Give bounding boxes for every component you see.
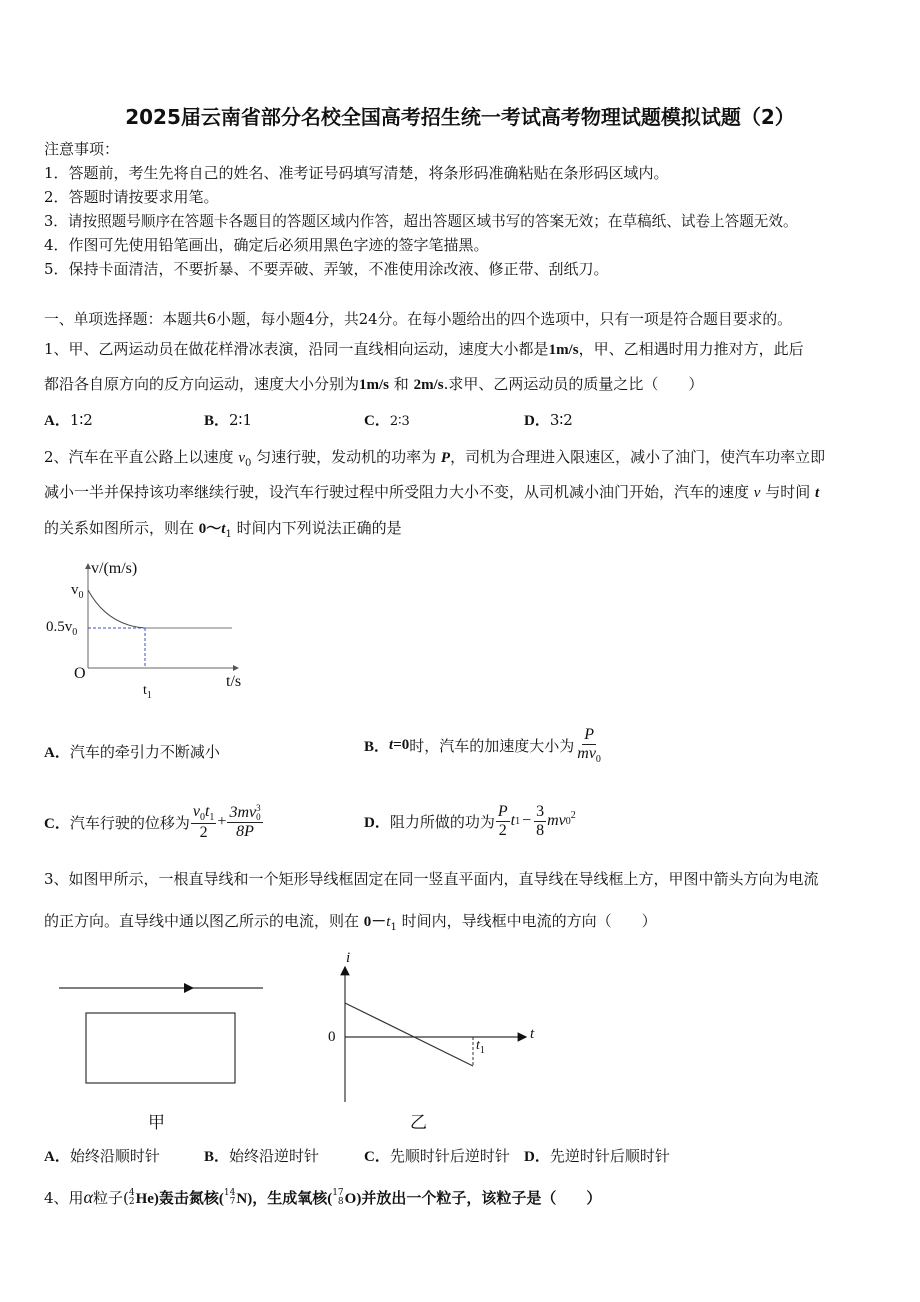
label-sub: 0 [78,590,84,601]
option-text: 汽车行驶的位移为 [69,813,190,832]
num-v: v [192,803,200,820]
q2-text: 与时间 [760,483,815,501]
q2-var-t: t [221,521,226,537]
label-sub: 0 [72,627,78,638]
q4-he-isotope [129,1189,135,1207]
label-t: t [476,1038,480,1053]
option-text: 2∶1 [229,411,253,429]
notice-item: 4．作图可先使用铅笔画出，确定后必须用黑色字迹的签字笔描黑。 [44,236,489,254]
q2-text: 匀速行驶，发动机的功率为 [251,448,441,466]
question-3-line-1: 3、如图甲所示，一根直导线和一个矩形导线框固定在同一竖直平面内，直导线在导线框上方，甲图中箭头方向为电流 [44,870,819,888]
q2-graph-xlabel: t/s [226,673,242,690]
q2-text: 2、汽车在平直公路上以速度 [44,448,239,466]
minus-sign: − [522,812,532,830]
option-text: 先逆时针后顺时针 [549,1147,670,1165]
q1-speed-1: 1m/s [359,377,390,393]
var-mv: mv [547,812,566,830]
den-mv: mv [577,744,596,762]
q3-zero-label: 0 [328,1029,336,1045]
q2-var-p: P [440,450,451,466]
mass-number: 17 [332,1187,344,1198]
q2-text: ，司机为合理进入限速区，减小了油门，使汽车功率立即 [450,448,826,466]
fraction-numerator: P [497,803,508,820]
option-text: 2∶3 [389,414,410,429]
var-sub: 0 [565,815,571,827]
option-letter: C． [44,815,70,832]
q1-text: .求甲、乙两运动员的质量之比（ ） [443,375,704,393]
option-letter: D． [364,814,390,831]
option-letter: D． [524,1149,550,1165]
q3-t1-label [476,1038,485,1056]
atomic-number: 7 [229,1196,236,1207]
label-v: v [71,582,79,598]
q3-option-b[interactable] [204,1145,319,1166]
q4-n-isotope [224,1189,235,1207]
q3-rectangular-loop [86,1013,235,1083]
q1-text: 都沿各自原方向的反方向运动，速度大小分别为 [44,375,360,393]
q1-speed: 1m/s [548,342,579,358]
page-title: 2025届云南省部分名校全国高考招生统一考试高考物理试题模拟试题（2） [125,105,795,129]
q4-alpha: α [83,1187,93,1207]
q2-sub: 0 [245,458,252,469]
num-sub: 1 [209,812,215,824]
q4-text: He)轰击氮核( [135,1191,224,1207]
fraction-denominator: 8P [236,823,254,841]
q2-text: 时间内下列说法正确的是 [231,519,402,537]
option-text: 阻力所做的功为 [389,812,495,831]
option-letter: B． [364,738,390,755]
label-t: t [143,683,147,698]
q3-option-d[interactable] [524,1145,670,1166]
mass-number: 4 [128,1187,135,1198]
notice-item: 1．答题前，考生先将自己的姓名、准考证号码填写清楚，将条形码准确粘贴在条形码区域内。 [44,164,669,182]
q3-text: 的正方向。直导线中通以图乙所示的电流，则在 [44,912,364,930]
fraction-denominator: 2 [199,824,208,842]
q3-fig-yi-label: 乙 [410,1113,427,1133]
plus-sign: + [217,813,227,831]
q4-text: N)，生成氧核( [236,1191,333,1207]
mass-number: 14 [223,1187,236,1198]
option-text: 3∶2 [549,411,573,429]
option-text: 汽车的牵引力不断减小 [69,743,220,761]
q3-text: 时间内，导线框中电流的方向（ ） [396,912,657,930]
q4-text: 粒子( [93,1189,129,1207]
option-letter: A． [44,1149,70,1165]
q3-sub: 1 [390,922,397,933]
q3-option-c[interactable] [364,1145,510,1166]
fraction-numerator: P [584,726,594,743]
fraction-denominator: 8 [536,821,545,839]
q3-current-line [345,1003,473,1066]
notice-item: 5．保持卡面清洁，不要折暴、不要弄破、弄皱，不准使用涂改液、修正带、刮纸刀。 [44,260,609,278]
var-sub: 1 [515,815,521,827]
var-sup: 2 [570,809,576,821]
q3-range: 0－ [363,914,387,930]
q3-t-axis-label: t [530,1026,535,1042]
num-sub: 0 [199,812,205,824]
option-text: 先顺时针后逆时针 [389,1147,510,1165]
q2-text: 的关系如图所示，则在 [44,519,199,537]
q1-text: 1、甲、乙两运动员在做花样滑冰表演，沿同一直线相向运动，速度大小都是 [44,340,549,358]
label-sub: 1 [146,689,152,701]
notice-item: 3．请按照题号顺序在答题卡各题目的答题区域内作答，超出答题区域书写的答案无效；在草稿纸、试卷上答题无效。 [44,213,798,230]
q2-graph-ylabel: v/(m/s) [91,560,138,577]
notice-heading: 注意事项： [44,140,120,158]
q2-var-v: v [238,450,245,466]
option-letter: D． [524,413,550,429]
q2-text: 减小一半并保持该功率继续行驶，设汽车行驶过程中所受阻力大小不变，从司机减小油门开始，汽车的速度 [44,483,754,501]
var-t: t [510,812,516,830]
q1-text: 和 [389,375,414,393]
option-var-t: t [389,736,394,753]
q1-text: ，甲、乙相遇时用力推对方，此后 [578,340,804,358]
q4-o-isotope [332,1189,343,1207]
q2-graph-origin: O [74,665,86,682]
q3-current-arrow-icon [184,983,194,993]
num-sub: 0 [256,812,261,823]
label-half: 0.5v [46,619,73,635]
q2-range: 0～ [198,521,222,537]
option-text: 始终沿逆时针 [229,1147,320,1165]
q1-speed-2: 2m/s [413,377,444,393]
q2-var-t: t [815,485,820,501]
option-letter: B． [204,1149,230,1165]
num-sup: 3 [256,803,261,814]
num-t: t [204,803,210,820]
den-sub: 0 [595,753,601,765]
atomic-number: 2 [128,1196,135,1207]
q2-sub: 1 [225,529,232,540]
q3-var-t: t [386,914,391,930]
option-letter: A． [44,745,70,761]
q3-fig-jia-label: 甲 [148,1113,165,1133]
fraction-denominator: 2 [498,821,507,839]
atomic-number: 8 [337,1196,344,1207]
option-text: 时，汽车的加速度大小为 [409,736,575,755]
option-letter: C． [364,413,390,429]
option-letter: C． [364,1149,390,1165]
num-3mv: 3mv [229,803,257,821]
fraction-numerator: 3 [536,803,545,820]
section-heading: 一、单项选择题：本题共6小题，每小题4分，共24分。在每小题给出的四个选项中，只有一项是符合题目要求的。 [44,311,792,328]
notice-item: 2．答题时请按要求用笔。 [44,188,219,206]
label-sub: 1 [479,1044,485,1056]
option-letter: B． [204,413,230,429]
q4-text: O)并放出一个粒子，该粒子是（ ） [344,1191,602,1207]
q4-text: 4、用 [44,1189,84,1207]
question-4 [44,1187,601,1208]
q3-i-axis-label: i [346,950,351,966]
q2-var-v: v [753,485,761,501]
q3-option-a[interactable] [44,1145,160,1166]
option-eq: =0 [393,736,410,753]
option-text: 1∶2 [69,411,93,429]
option-letter: A． [44,413,70,429]
option-text: 始终沿顺时针 [69,1147,160,1165]
